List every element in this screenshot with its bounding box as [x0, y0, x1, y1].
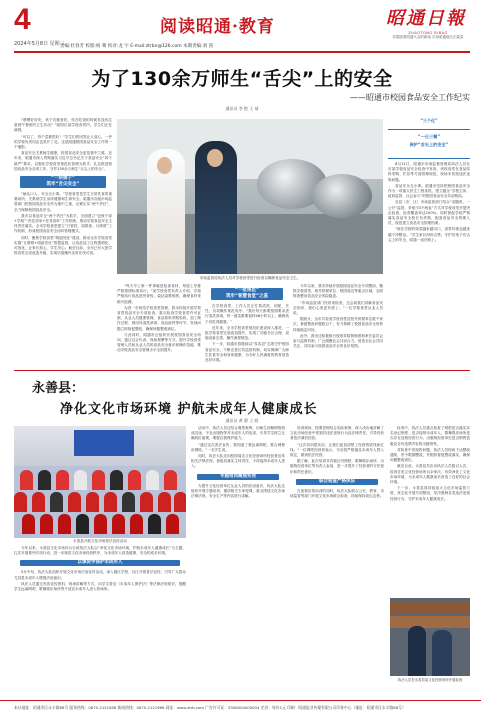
paragraph: 同时，聚焦学校食堂“明厨亮灶”建设，推动全市学校食堂实施“互联网+明厨亮灶”智慧监管，让食品加工过程透明化、可视化，让家长放心、学生安心。截至目前，全市已有大批学校食堂完成改造升级，实现后厨操作实时在线可视。	[14, 235, 112, 256]
section-heading-line: 保护“舌尖上的安全”	[409, 142, 449, 147]
paragraph: 为进一步规范学校食堂管理，我市持续开展学校食堂食品安全专项检查，重点检查学校食堂许可证照、从业人员健康管理、食品原料采购验收、加工制作过程、餐用具清洗消毒、食品留样等环节，发现问题立即督促整改，确保问题整改到位。	[117, 305, 201, 331]
photo-audience-row	[14, 492, 186, 516]
article-divider	[14, 370, 470, 371]
paragraph: 我市以食品安全“两个责任”为抓手，全面建立“包保干部+学校”“责任清单+任务清单”工作机制，推动学校食品安全主体责任落实。全市学校食堂建立“日管控、周排查、月调度”工作机制，形成校园食品安全闭环管理模式。	[14, 213, 112, 234]
article1-column-3	[205, 284, 289, 366]
paragraph: “每天早上第一件事就是检查食材，每道工序都严格按照标准执行。”某学校食堂负责人介绍，学校严格执行食品进货查验、索证索票制度，确保食材来源可追溯。	[117, 284, 201, 304]
paragraph: 近年来，全市学校食堂规范化建设深入推进，一批学校食堂完成改造提升，实现了功能分区合理、设施设备完善、操作流程规范。	[205, 325, 289, 341]
footer-info: 本社地址：昭通市区永丰路88号 服务热线：0870-2151858 新闻热线：0870-2121666 网址：www.ztrb.com 广告许可证：5306004000004 定价：每份1元 印刷：昭通报业传媒有限公司印务中心（地址：昭通市区永丰路88号）	[14, 705, 406, 710]
section-heading: 以课促学保护未成年人	[20, 560, 180, 566]
photo-face	[207, 149, 223, 167]
paragraph: 执法人员通过发放宣传资料、现场讲解等方式，向学生普及《未成年人保护法》等法律法规知识，提醒学生远离网吧、歌舞娱乐场所等不适宜未成年人进入的场所。	[14, 581, 186, 592]
paragraph: 为提升文化经营单位从业人员的法治意识，执法大队还组织开展专题培训，邀请相关专家授课，重点围绕文化市场法律法规、安全生产等内容进行讲解。	[191, 483, 285, 499]
section-heading-line: “一块牌子”	[51, 176, 75, 182]
paragraph: 活动中，执法人员还结合典型案例，向师生讲解网络游戏沉迷、不良出版物等对未成年人的危害，引导学生树立正确的价值观，增强自我保护能力。	[191, 426, 285, 441]
paragraph: 5月中旬，执法大队组织开展文化市场法治宣传活动，深入辖区学校、社区开展普法宣传，引导广大群众尤其是未成年人增强法治意识。	[14, 570, 186, 580]
photo1-caption: 市场监管局执法人员对学校食堂进行检查以确保食品安全卫生。	[199, 276, 301, 280]
editor-credits: 责编:杜春芳 校版:杨 骞 校对:龙 宇 E-mail:ztrbn@126.com 本期责编:刘 茜	[60, 44, 214, 49]
article2-title: 净化文化市场环境 护航未成年人健康成长	[60, 402, 318, 417]
article1-column-2	[117, 284, 201, 366]
article1-column-1	[14, 118, 112, 366]
legal-education-photo	[14, 426, 186, 538]
paragraph: 此外，我市还积极推行校领导陪餐制度和家长委员会参与监督机制，广泛凝聚社会共治合力，营造全社会共同关注、共同参与校园食品安全的良好氛围。	[293, 333, 383, 349]
section-heading-line: “一批规范”	[235, 288, 259, 293]
masthead-logo: 昭通日報	[386, 8, 466, 29]
section-heading-line: “一日三餐”	[417, 134, 441, 139]
photo-inspector	[408, 626, 426, 676]
photo-shelf	[390, 602, 470, 614]
photo-screen	[74, 430, 134, 456]
photo-audience-row	[14, 470, 186, 494]
section-heading: 联合检查严格执法	[296, 479, 378, 485]
photo-audience-row	[14, 514, 186, 538]
article2-column-2	[191, 426, 285, 696]
page-footer	[0, 700, 481, 721]
article2-column-3	[290, 426, 384, 696]
article1-column-5	[388, 162, 470, 366]
article1-column-4	[293, 284, 383, 366]
paragraph: 培训现场，授课老师结合实际案例，深入浅出地讲解了文化市场经营中常见的违法违规行为及法律责任，引导经营者依法诚信经营。	[290, 426, 384, 441]
paragraph: 在学校食堂，工作人员正忙着清洗、切配、烹饪，各项操作规范有序。“我们每天都要按照要求进行清洗消毒，每一道菜都要留样48小时以上，确保孩子们吃得健康。”	[205, 304, 289, 324]
page-header	[0, 0, 481, 56]
paragraph: 食品安全关系师生健康，校园食品安全更是重中之重。近年来，昭通市深入贯彻落实习近平总书记关于食品安全“四个最严”要求，以强化学校食堂规范化管理为抓手，扎实推进校园食品安全各项工作，守护130余万师生“舌尖上的安全”。	[14, 151, 112, 171]
newspaper-masthead	[386, 4, 470, 39]
paragraph: 与此同时，昭通市还组织开展校园食品安全培训，通过以会代训、现场观摩等方式，提升学校食堂管理人员和从业人员的食品安全意识和操作技能，推动学校食品安全管理水平全面提升。	[117, 332, 201, 353]
paragraph: 截至目前，永善县共出动执法人员数百人次，检查各类文化经营场所百余家次，有效净化了文化市场环境，为未成年人健康成长营造了良好的社会环境。	[390, 464, 470, 485]
paragraph: “这次培训很实用，让我们更加清楚了经营的底线和红线。”一位网吧经营者表示，今后将严格落实未成年人禁入规定，做到依法经营。	[290, 442, 384, 458]
paragraph: 据统计，全市共检查学校食堂及校外供餐单位数千家次，督促整改问题数百个，有力保障了校园食品安全形势持续稳定向好。	[293, 317, 383, 332]
section-heading	[20, 176, 106, 188]
photo-shelf	[390, 616, 470, 628]
photo-cooking-pot	[312, 174, 372, 218]
section-heading-line: 筑牢“智慧食堂”之基	[226, 294, 268, 299]
photo3-caption: 执法人员在永善县某文化经营场所开展检查	[397, 678, 463, 682]
paragraph: “嗯嗯好好吃，孩子们都爱吃，你在吃饭的时候有没有注意到午餐里的卫生状况？”昭阳区某学校食堂内，学生们正在就餐。	[14, 118, 112, 133]
paragraph: “现在学校的饭菜越来越可口，食堂环境也越来越干净整洁。”学生家长纷纷点赞。守护好孩子们舌尖上的安全，昭通一直在路上。	[388, 227, 470, 242]
paragraph: 对检查中发现的问题，执法人员现场下达整改通知，责令限期整改，并跟踪督促整改落实，确保问题整改到位。	[390, 447, 470, 463]
article1-title: 为了130余万师生“舌尖”上的安全	[91, 68, 393, 90]
section-heading	[211, 288, 283, 300]
paragraph: 检查中，执法人员重点检查了网吧是否落实实名登记制度、是否接纳未成年人，歌舞娱乐场所是否存在违规经营行为，出版物经营单位是否销售盗版及含有违禁内容的出版物等。	[390, 426, 470, 446]
page-number: 4	[14, 3, 31, 36]
paragraph: 食品安全无小事。昭通市坚持把校园食品安全作为一项重大民生工程来抓，建立健全“学校主体、政府监管、社会参与”的校园食品安全共治格局。	[388, 183, 470, 199]
paragraph: 6月11日，昭通市市场监督管理局执法人员在市某学校食品安全检查中发现，该校食堂在食品原料采购、贮存等方面管理规范，现场未发现违法违规问题。	[388, 162, 470, 182]
section-heading: 专题培训聚焦实效	[197, 474, 279, 480]
article2-byline: 通讯员 黄 静 王 皓	[225, 418, 259, 423]
paragraph: “市场监管部门经常来检查，还会给我们讲解食品安全知识，我们心里更有底了。”一位学校食堂从业人员说。	[293, 300, 383, 316]
photo2-caption: 永善县开展文化市场普法宣传活动	[73, 539, 127, 543]
column-name: 阅读昭通·教育	[160, 17, 275, 37]
paragraph: 各县（市、区）市场监管部门结合“双随机、一公开”监管，采取“四不两直”方式对学校食堂开展突击检查，检查覆盖率达100%。同时督促学校严格落实食品安全校长负责制，配备食品安全管理人员，规范建立食品安全管理档案。	[388, 200, 470, 226]
paragraph: 同时，执法大队还向校园周边文化经营场所经营者宣传相关法律法规，督促其落实主体责任，不得接纳未成年人进入。	[191, 454, 285, 469]
canteen-inspection-photo	[117, 119, 383, 274]
paragraph: 在加强宣传培训的同时，执法大队联合公安、教育、市场监管等部门开展文化市场联合检查，持续保持高压态势。	[290, 488, 384, 499]
paragraph: “通过这次普法宣传，我知道了要远离网吧，要合理使用网络。”一名学生说。	[191, 442, 285, 452]
issue-date: 2024年5月8日 星期三	[14, 41, 65, 47]
paragraph: 今年以来，我市持续开展校园食品安全专项整治，聚焦学校食堂、校外供餐单位、校园周边等重点区域，全面排查整治食品安全风险隐患。	[293, 284, 383, 299]
section-heading-line: 筑牢“舌尖安全”	[46, 182, 80, 188]
article2-column-4	[390, 426, 470, 594]
paragraph: 下一步，昭通市将继续以“零容忍”态度守护校园食品安全，不断完善长效监管机制，切实保障广大师生饮食安全和身体健康，为办好人民满意的教育营造良好环境。	[205, 342, 289, 363]
paragraph: 据了解，此次培训共有辖区内网吧、歌舞娱乐场所、出版物经营单位等负责人参加，进一步提升了经营者的守法意识和责任意识。	[290, 459, 384, 474]
masthead-pinyin: ZHAOTONG RIBAO	[408, 31, 448, 35]
paragraph: “可以了，每个菜都很好！”学生们的回答让人放心，一旁的学校负责同志也笑开了花。这是昭通校园食品安全工作的一个缩影。	[14, 134, 112, 150]
paragraph: “病从口入，安全无小事。”学校食堂是学生日常饮食的重要场所，关系到学生身体健康和生命安全。昭通市各级市场监管部门把校园食品安全作为重中之重，压紧压实“两个责任”，全力保障校园食品安全。	[14, 192, 112, 212]
article1-byline: 通讯员 李 艳 王 靖	[225, 106, 259, 111]
article2-column-1	[14, 546, 186, 696]
right-column-tag: “三个化”	[420, 118, 438, 123]
article1-subtitle: ——昭通市校园食品安全工作纪实	[350, 93, 470, 102]
photo-face	[157, 157, 172, 174]
photo-inspector	[432, 630, 452, 676]
masthead-slogan: 彩霞版看昭通大众的新闻 弘扬昭通地区正能量	[392, 35, 464, 39]
section-heading-box	[388, 129, 470, 159]
paragraph: 下一步，永善县将持续加大文化市场监管力度，常态化开展专项整治，坚决遏制各类违法违规经营行为，守护未成年人健康成长。	[390, 486, 470, 501]
market-inspection-photo	[390, 598, 470, 676]
paragraph: 今年以来，永善县文化市场综合行政执法大队以“净化文化市场环境，护航未成年人健康成长”为主题，扎实开展系列专项行动，进一步规范文化市场经营秩序，为未成年人营造健康、安全的成长环境。	[14, 546, 186, 556]
header-rule	[14, 51, 470, 53]
article2-kicker: 永善县：	[32, 381, 85, 396]
